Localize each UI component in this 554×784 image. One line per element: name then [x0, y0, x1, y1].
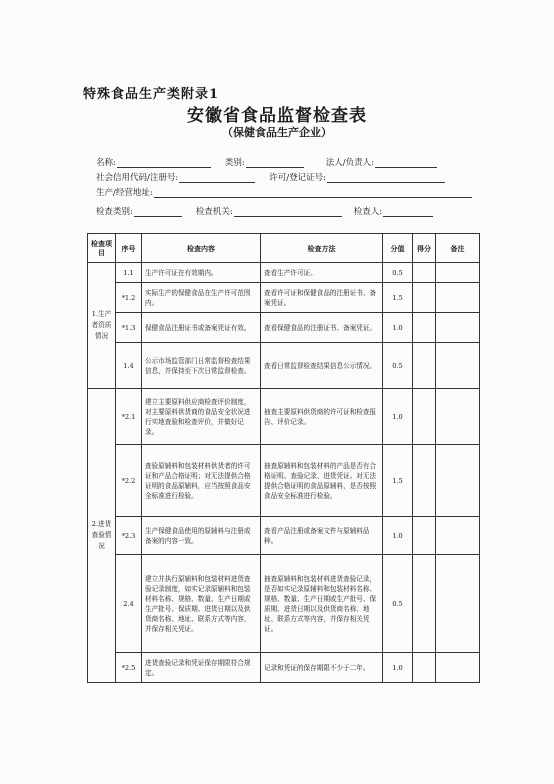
remark-cell[interactable] [436, 445, 480, 517]
score-cell: 1.0 [383, 517, 413, 555]
remark-cell[interactable] [436, 389, 480, 445]
info-row-2 [96, 171, 445, 183]
remark-cell[interactable] [436, 313, 480, 343]
content-cell: 实际生产的保健食品在生产许可范围内。 [142, 283, 261, 313]
table-row [88, 389, 480, 445]
method-cell: 抽查主要原料供货商的许可证和检查报告、评价记录。 [261, 389, 383, 445]
content-cell: 查验原辅料和包装材料供货者的许可证和产品合格证明；对无法提供合格证明的食品原辅料，应当按照食品安全标准进行检验。 [142, 445, 261, 517]
earned-cell[interactable] [413, 555, 436, 653]
content-cell: 进货查验记录和凭证保存期限符合规定。 [142, 653, 261, 683]
content-cell: 公示市场监管部门日常监督检查结果信息，并保持至下次日常监督检查。 [142, 343, 261, 389]
inspector-label: 检查人: [353, 207, 383, 217]
table-row [88, 653, 480, 683]
earned-cell[interactable] [413, 283, 436, 313]
seq-cell: *2.3 [116, 517, 142, 555]
address-label: 生产/经营地址: [96, 188, 153, 198]
name-label: 名称: [96, 158, 116, 168]
header-item: 检查项目 [88, 234, 116, 263]
remark-cell[interactable] [436, 517, 480, 555]
remark-cell[interactable] [436, 555, 480, 653]
inspector-field[interactable] [383, 207, 433, 217]
method-cell: 记录和凭证的保存期限不少于二年。 [261, 653, 383, 683]
earned-cell[interactable] [413, 517, 436, 555]
inspection-table [87, 233, 480, 683]
legal-rep-field[interactable] [375, 158, 437, 168]
seq-cell: *2.5 [116, 653, 142, 683]
info-row-4 [96, 205, 433, 217]
seq-cell: *1.2 [116, 283, 142, 313]
content-cell: 建立主要原料供应商检查评价制度，对主要原料供货商的食品安全状况进行实地查验和检查评价，并做好记录。 [142, 389, 261, 445]
score-cell: 0.5 [383, 343, 413, 389]
seq-cell: 1.1 [116, 263, 142, 283]
method-cell: 抽查原辅料和包装材料的产品是否有合格证明、查验记录、进货凭证。对无法提供合格证明的食品原辅料，是否按照食品安全标准进行检验。 [261, 445, 383, 517]
header-method: 检查方法 [261, 234, 383, 263]
remark-cell[interactable] [436, 653, 480, 683]
inspect-org-label: 检查机关: [195, 207, 233, 217]
method-cell: 抽查原辅料和包装材料进货查验记录，是否如实记录原辅料和包装材料名称、规格、数量、生产日期或生产批号、保质期、进货日期以及供货商名称、地址、联系方式等内容，并保存相关凭证。 [261, 555, 383, 653]
method-cell: 查看保健食品的注册证书、备案凭证。 [261, 313, 383, 343]
inspect-org-field[interactable] [234, 207, 342, 217]
score-cell: 1.0 [383, 653, 413, 683]
content-cell: 生产许可证在有效期内。 [142, 263, 261, 283]
method-cell: 查看日常监督检查结果信息公示情况。 [261, 343, 383, 389]
seq-cell: 1.4 [116, 343, 142, 389]
appendix-label: 特殊食品生产类附录1 [83, 87, 220, 102]
category-cell: 2.进货查验情况 [88, 389, 116, 683]
earned-cell[interactable] [413, 389, 436, 445]
score-cell: 0.5 [383, 555, 413, 653]
score-cell: 1.5 [383, 445, 413, 517]
table-row [88, 313, 480, 343]
header-remark: 备注 [436, 234, 480, 263]
legal-rep-label: 法人/负责人: [325, 158, 374, 168]
table-row [88, 283, 480, 313]
seq-cell: *2.1 [116, 389, 142, 445]
score-cell: 1.0 [383, 389, 413, 445]
table-row [88, 445, 480, 517]
remark-cell[interactable] [436, 263, 480, 283]
document-title: 安徽省食品监督检查表 [187, 106, 367, 126]
category-label: 类别: [224, 158, 245, 168]
remark-cell[interactable] [436, 343, 480, 389]
inspect-type-field[interactable] [134, 207, 182, 217]
credit-code-label: 社会信用代码/注册号: [96, 173, 179, 183]
earned-cell[interactable] [413, 263, 436, 283]
credit-code-field[interactable] [179, 173, 255, 183]
method-cell: 查看许可证和保健食品的注册证书、备案凭证。 [261, 283, 383, 313]
header-content: 检查内容 [142, 234, 261, 263]
inspect-type-label: 检查类别: [96, 207, 133, 217]
method-cell: 查看产品注册或备案文件与原辅料品种。 [261, 517, 383, 555]
content-cell: 生产保健食品使用的原辅料与注册或备案的内容一致。 [142, 517, 261, 555]
category-cell: 1.生产者资质情况 [88, 263, 116, 389]
earned-cell[interactable] [413, 313, 436, 343]
seq-cell: *1.3 [116, 313, 142, 343]
info-row-3 [96, 186, 472, 198]
seq-cell: 2.4 [116, 555, 142, 653]
table-row [88, 517, 480, 555]
earned-cell[interactable] [413, 343, 436, 389]
earned-cell[interactable] [413, 653, 436, 683]
remark-cell[interactable] [436, 283, 480, 313]
info-row-1 [96, 156, 437, 168]
license-no-field[interactable] [327, 173, 445, 183]
address-field[interactable] [154, 188, 472, 198]
table-header-row [88, 234, 480, 263]
name-field[interactable] [117, 158, 211, 168]
content-cell: 保健食品注册证书或备案凭证有效。 [142, 313, 261, 343]
table-row [88, 555, 480, 653]
score-cell: 1.5 [383, 283, 413, 313]
content-cell: 建立并执行原辅料和包装材料进货查验记录制度，如实记录原辅料和包装材料名称、规格、数量、生产日期或生产批号、保质期、进货日期以及供货商名称、地址、联系方式等内容，并保存相关凭证。 [142, 555, 261, 653]
earned-cell[interactable] [413, 445, 436, 517]
table-row [88, 343, 480, 389]
score-cell: 1.0 [383, 313, 413, 343]
document-subtitle: （保健食品生产企业） [222, 126, 332, 139]
seq-cell: *2.2 [116, 445, 142, 517]
table-row [88, 263, 480, 283]
header-earned: 得分 [413, 234, 436, 263]
category-field[interactable] [246, 158, 304, 168]
header-score: 分值 [383, 234, 413, 263]
method-cell: 查看生产许可证。 [261, 263, 383, 283]
license-no-label: 许可/登记证号: [269, 173, 326, 183]
header-seq: 序号 [116, 234, 142, 263]
score-cell: 0.5 [383, 263, 413, 283]
